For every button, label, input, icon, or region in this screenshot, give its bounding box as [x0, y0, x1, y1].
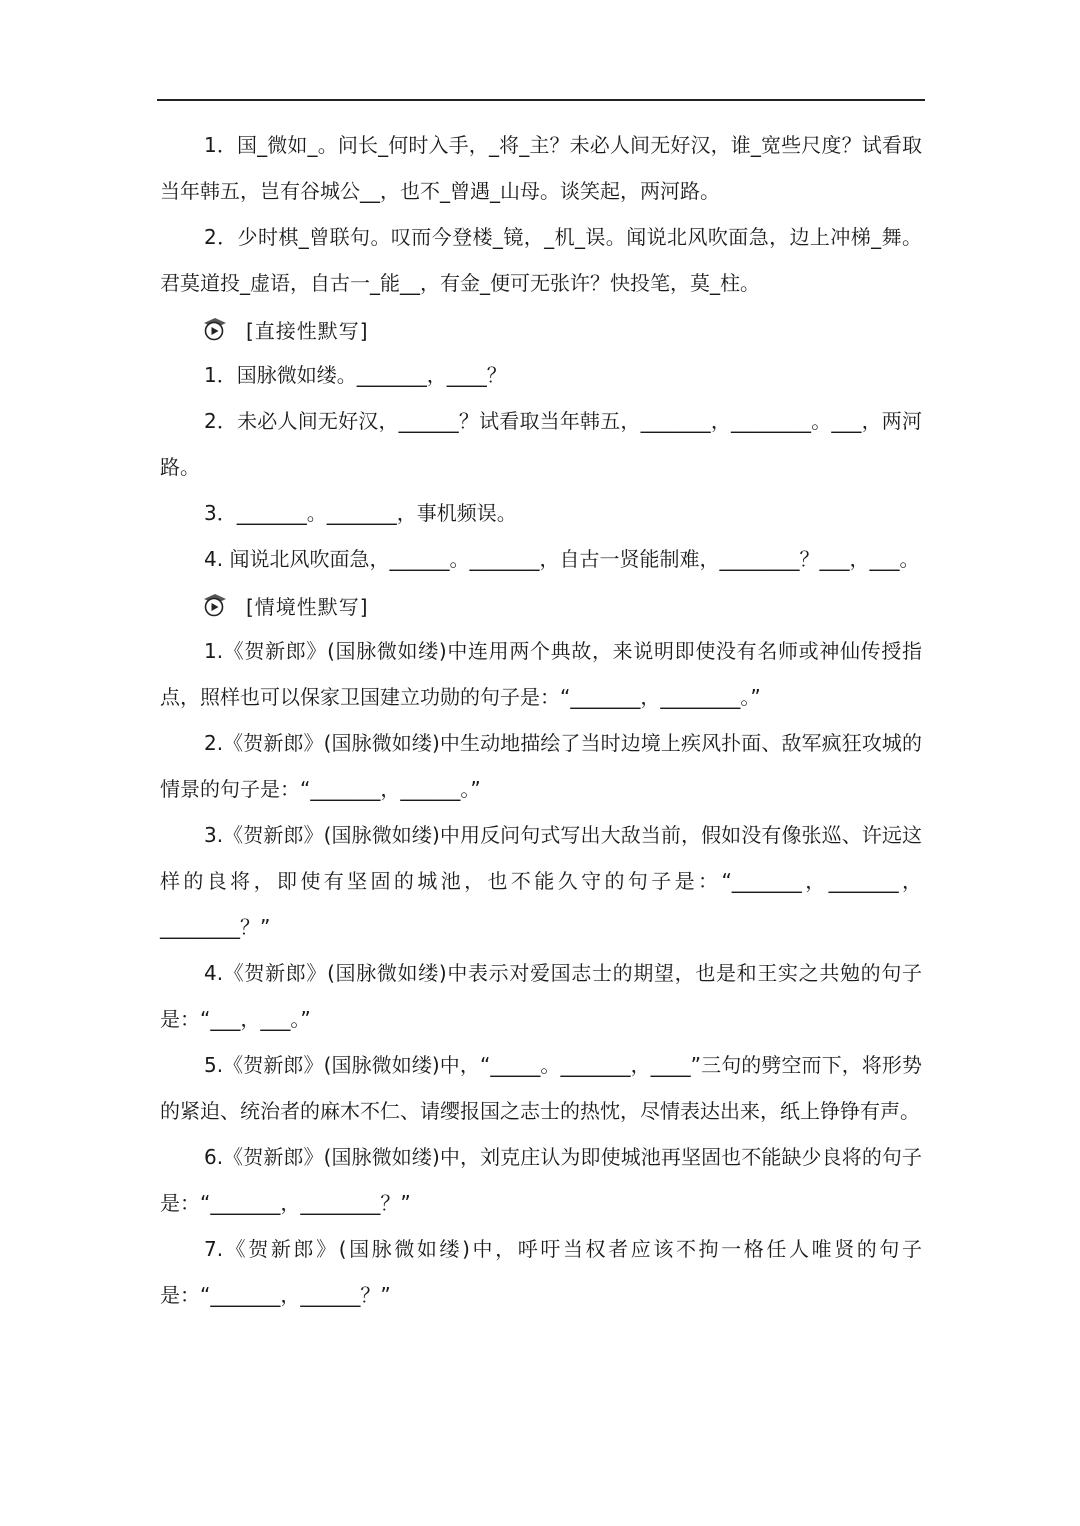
direct-question-1: 1．国脉微如缕。_______，____？ — [204, 363, 507, 387]
direct-question-2: 2．未必人间无好汉，______？试看取当年韩五，_______，________。___，两河路。 — [160, 409, 922, 479]
context-section-title: [情境性默写] — [246, 594, 369, 619]
play-circle-icon — [202, 592, 228, 618]
context-question-4: 4.《贺新郎》(国脉微如缕)中表示对爱国志士的期望，也是和王实之共勉的句子是：“___，___。” — [160, 961, 922, 1031]
direct-question-3: 3．_______。_______，事机频误。 — [204, 501, 517, 525]
context-section-heading — [160, 582, 922, 628]
header-rule — [157, 99, 925, 101]
play-circle-icon — [202, 316, 228, 342]
direct-question-4: 4. 闻说北风吹面急，______。_______，自古一贤能制难，________？___，___。 — [204, 547, 920, 571]
practice-paragraph-2: 2．少时棋_曾联句。叹而今登楼_镜，_机_误。闻说北风吹面急，边上冲梯_舞。君莫道投_虚语，自古一_能__，有金_便可无张许？快投笔，莫_柱。 — [160, 225, 922, 295]
worksheet-body — [160, 122, 922, 1318]
context-question-6: 6.《贺新郎》(国脉微如缕)中，刘克庄认为即使城池再坚固也不能缺少良将的句子是：“_______，________？” — [160, 1145, 922, 1215]
context-question-2: 2.《贺新郎》(国脉微如缕)中生动地描绘了当时边境上疾风扑面、敌军疯狂攻城的情景的句子是：“_______，______。” — [160, 731, 922, 801]
context-question-5: 5.《贺新郎》(国脉微如缕)中，“_____。_______，____”三句的劈空而下，将形势的紧迫、统治者的麻木不仁、请缨报国之志士的热忱，尽情表达出来，纸上铮铮有声。 — [160, 1053, 922, 1123]
practice-paragraph-1: 1．国_微如_。问长_何时入手，_将_主？未必人间无好汉，谁_宽些尺度？试看取当年韩五，岂有谷城公__，也不_曾遇_山母。谈笑起，两河路。 — [160, 133, 922, 203]
direct-section-heading — [160, 306, 922, 352]
context-question-1: 1.《贺新郎》(国脉微如缕)中连用两个典故，来说明即使没有名师或神仙传授指点，照样也可以保家卫国建立功勋的句子是：“_______，________。” — [160, 639, 922, 709]
context-question-7: 7.《贺新郎》(国脉微如缕)中，呼吁当权者应该不拘一格任人唯贤的句子是：“_______，______？” — [160, 1237, 922, 1307]
context-question-3: 3.《贺新郎》(国脉微如缕)中用反问句式写出大敌当前，假如没有像张巡、许远这样的良将，即使有坚固的城池，也不能久守的句子是：“_______，_______，________？” — [160, 823, 922, 939]
direct-section-title: [直接性默写] — [246, 318, 369, 343]
